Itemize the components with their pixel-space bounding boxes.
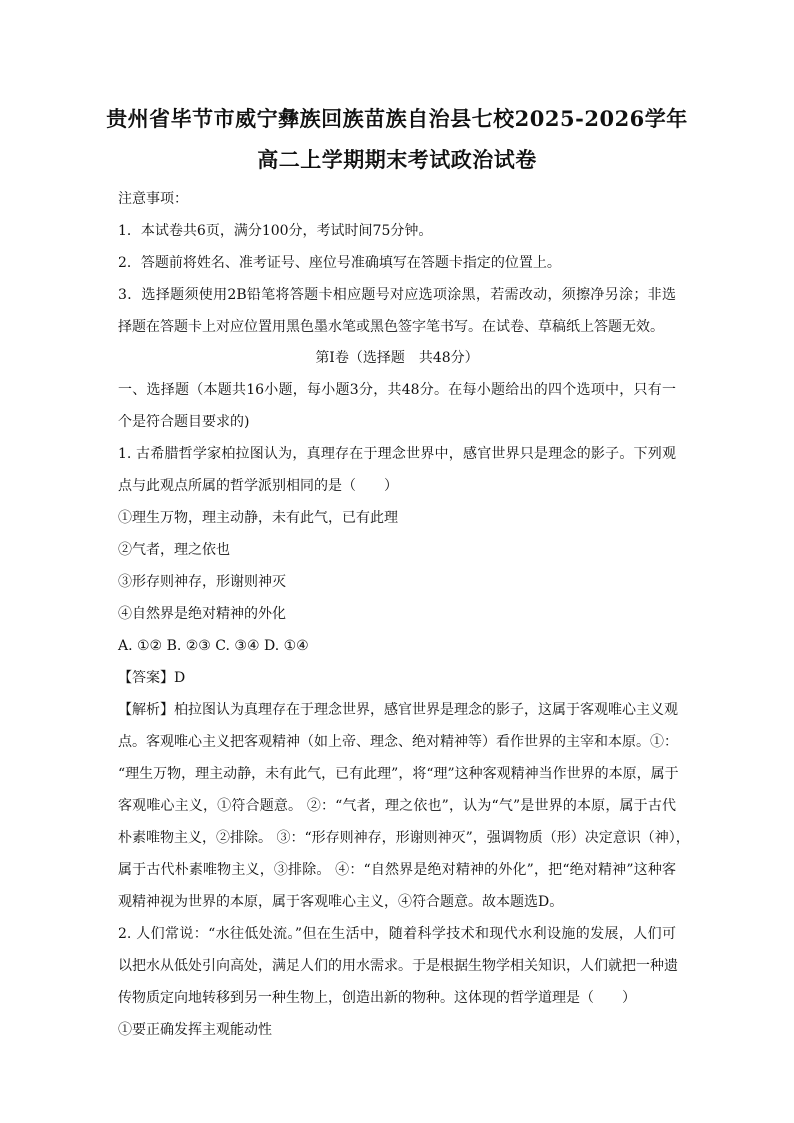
q1-choices: A. ①② B. ②③ C. ③④ D. ①④ [118,638,309,654]
q1-analysis-line6: 属于古代朴素唯物主义，③排除。 ④：“自然界是绝对精神的外化”，把“绝对精神”这种客 [118,862,676,878]
notice-item-3-line2: 择题在答题卡上对应位置用黑色墨水笔或黑色签字笔书写。在试卷、草稿纸上答题无效。 [118,319,664,335]
notice-heading: 注意事项： [118,191,188,207]
q1-stem-line1: 1. 古希腊哲学家柏拉图认为，真理存在于理念世界中，感官世界只是理念的影子。下列观 [118,446,676,462]
section-heading: 第Ⅰ卷（选择题 共48分） [315,350,479,366]
q1-analysis-line4: 客观唯心主义，①符合题意。 ②：“气者，理之依也”，认为“气”是世界的本原，属于古代 [118,798,676,814]
notice-item-2: 2．答题前将姓名、准考证号、座位号准确填写在答题卡指定的位置上。 [118,255,561,271]
q1-option-3: ③形存则神存，形谢则神灭 [118,574,286,590]
notice-item-3-line1: 3．选择题须使用2B铅笔将答题卡相应题号对应选项涂黑，若需改动，须擦净另涂；非选 [118,287,676,303]
q1-answer: 【答案】D [118,670,186,686]
section-intro-line1: 一、选择题（本题共16小题，每小题3分，共48分。在每小题给出的四个选项中，只有一 [118,382,676,398]
q1-analysis-line5: 朴素唯物主义，②排除。 ③：“形存则神存，形谢则神灭”，强调物质（形）决定意识（神）， [118,830,690,846]
q1-analysis-line7: 观精神视为世界的本原，属于客观唯心主义，④符合题意。故本题选D。 [118,894,564,910]
section-intro-line2: 个是符合题目要求的) [118,414,250,430]
exam-title-line1: 贵州省毕节市威宁彝族回族苗族自治县七校2025-2026学年 [106,106,688,131]
q2-stem-line3: 传物质定向地转移到另一种生物上，创造出新的物种。这体现的哲学道理是（ ） [118,990,636,1006]
q1-stem-line2: 点与此观点所属的哲学派别相同的是（ ） [118,478,398,494]
notice-item-1: 1．本试卷共6页，满分100分，考试时间75分钟。 [118,223,433,239]
q1-option-4: ④自然界是绝对精神的外化 [118,606,286,622]
exam-title-line2: 高二上学期期末考试政治试卷 [257,147,537,172]
q2-stem-line2: 以把水从低处引向高处，满足人们的用水需求。于是根据生物学相关知识，人们就把一种遗 [118,958,678,974]
q2-stem-line1: 2. 人们常说：“水往低处流。”但在生活中，随着科学技术和现代水利设施的发展，人们可 [118,926,676,942]
q2-option-1: ①要正确发挥主观能动性 [118,1022,272,1038]
q1-analysis-line3: “理生万物，理主动静，未有此气，已有此理”，将“理”这种客观精神当作世界的本原，属于 [118,766,679,782]
q1-option-1: ①理生万物，理主动静，未有此气，已有此理 [118,510,398,526]
q1-option-2: ②气者，理之依也 [118,542,230,558]
q1-analysis-line2: 点。客观唯心主义把客观精神（如上帝、理念、绝对精神等）看作世界的主宰和本原。①： [118,734,678,750]
q1-analysis-line1: 【解析】柏拉图认为真理存在于理念世界，感官世界是理念的影子，这属于客观唯心主义观 [118,702,678,718]
